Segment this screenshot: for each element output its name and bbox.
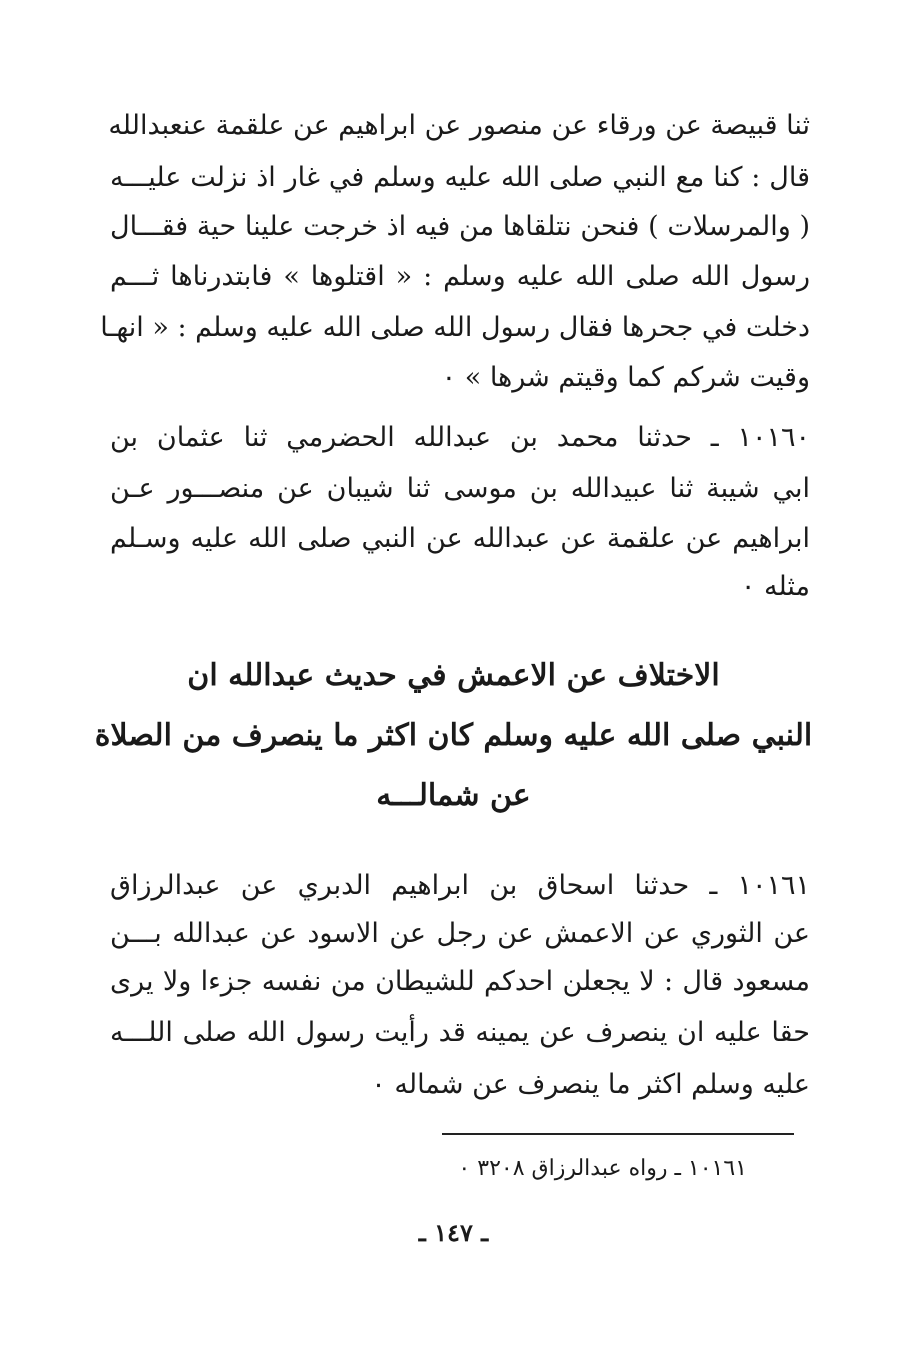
text-line: عليه وسلم اكثر ما ينصرف عن شماله ٠ [371, 1069, 810, 1100]
heading-line: النبي صلى الله عليه وسلم كان اكثر ما ينصرف من الصلاة [94, 718, 813, 753]
text-line: ١٠١٦٠ ـ حدثنا محمد بن عبدالله الحضرمي ثنا عثمان بن [110, 422, 810, 453]
text-line: مسعود قال : لا يجعلن احدكم للشيطان من نفسه جزءا ولا يرى [110, 966, 810, 997]
text-line: رسول الله صلى الله عليه وسلم : « اقتلوها » فابتدرناها ثـــم [110, 261, 810, 292]
text-line: ابراهيم عن علقمة عن عبدالله عن النبي صلى الله عليه وسـلم [110, 523, 810, 554]
footnote: ١٠١٦١ ـ رواه عبدالرزاق ٣٢٠٨ ٠ [458, 1156, 747, 1181]
text-line: ثنا قبيصة عن ورقاء عن منصور عن ابراهيم عن علقمة عنعبدالله [108, 110, 810, 141]
heading-line: عن شمالـــه [376, 778, 531, 813]
heading-line: الاختلاف عن الاعمش في حديث عبدالله ان [187, 658, 720, 693]
text-line: دخلت في جحرها فقال رسول الله صلى الله عليه وسلم : « انهـا [100, 312, 810, 343]
text-line: قال : كنا مع النبي صلى الله عليه وسلم في غار اذ نزلت عليـــه [110, 162, 810, 193]
text-line: ١٠١٦١ ـ حدثنا اسحاق بن ابراهيم الدبري عن عبدالرزاق [110, 870, 810, 901]
text-line: وقيت شركم كما وقيتم شرها » ٠ [441, 362, 810, 393]
page-number: ـ ١٤٧ ـ [418, 1218, 489, 1247]
text-line: عن الثوري عن الاعمش عن رجل عن الاسود عن عبدالله بـــن [110, 918, 810, 949]
footnote-divider [442, 1133, 794, 1135]
text-line: ( والمرسلات ) فنحن نتلقاها من فيه اذ خرجت علينا حية فقـــال [110, 211, 810, 242]
text-line: مثله ٠ [740, 571, 810, 602]
text-line: حقا عليه ان ينصرف عن يمينه قد رأيت رسول الله صلى اللـــه [110, 1017, 810, 1048]
text-line: ابي شيبة ثنا عبيدالله بن موسى ثنا شيبان عن منصـــور عـن [110, 473, 810, 504]
